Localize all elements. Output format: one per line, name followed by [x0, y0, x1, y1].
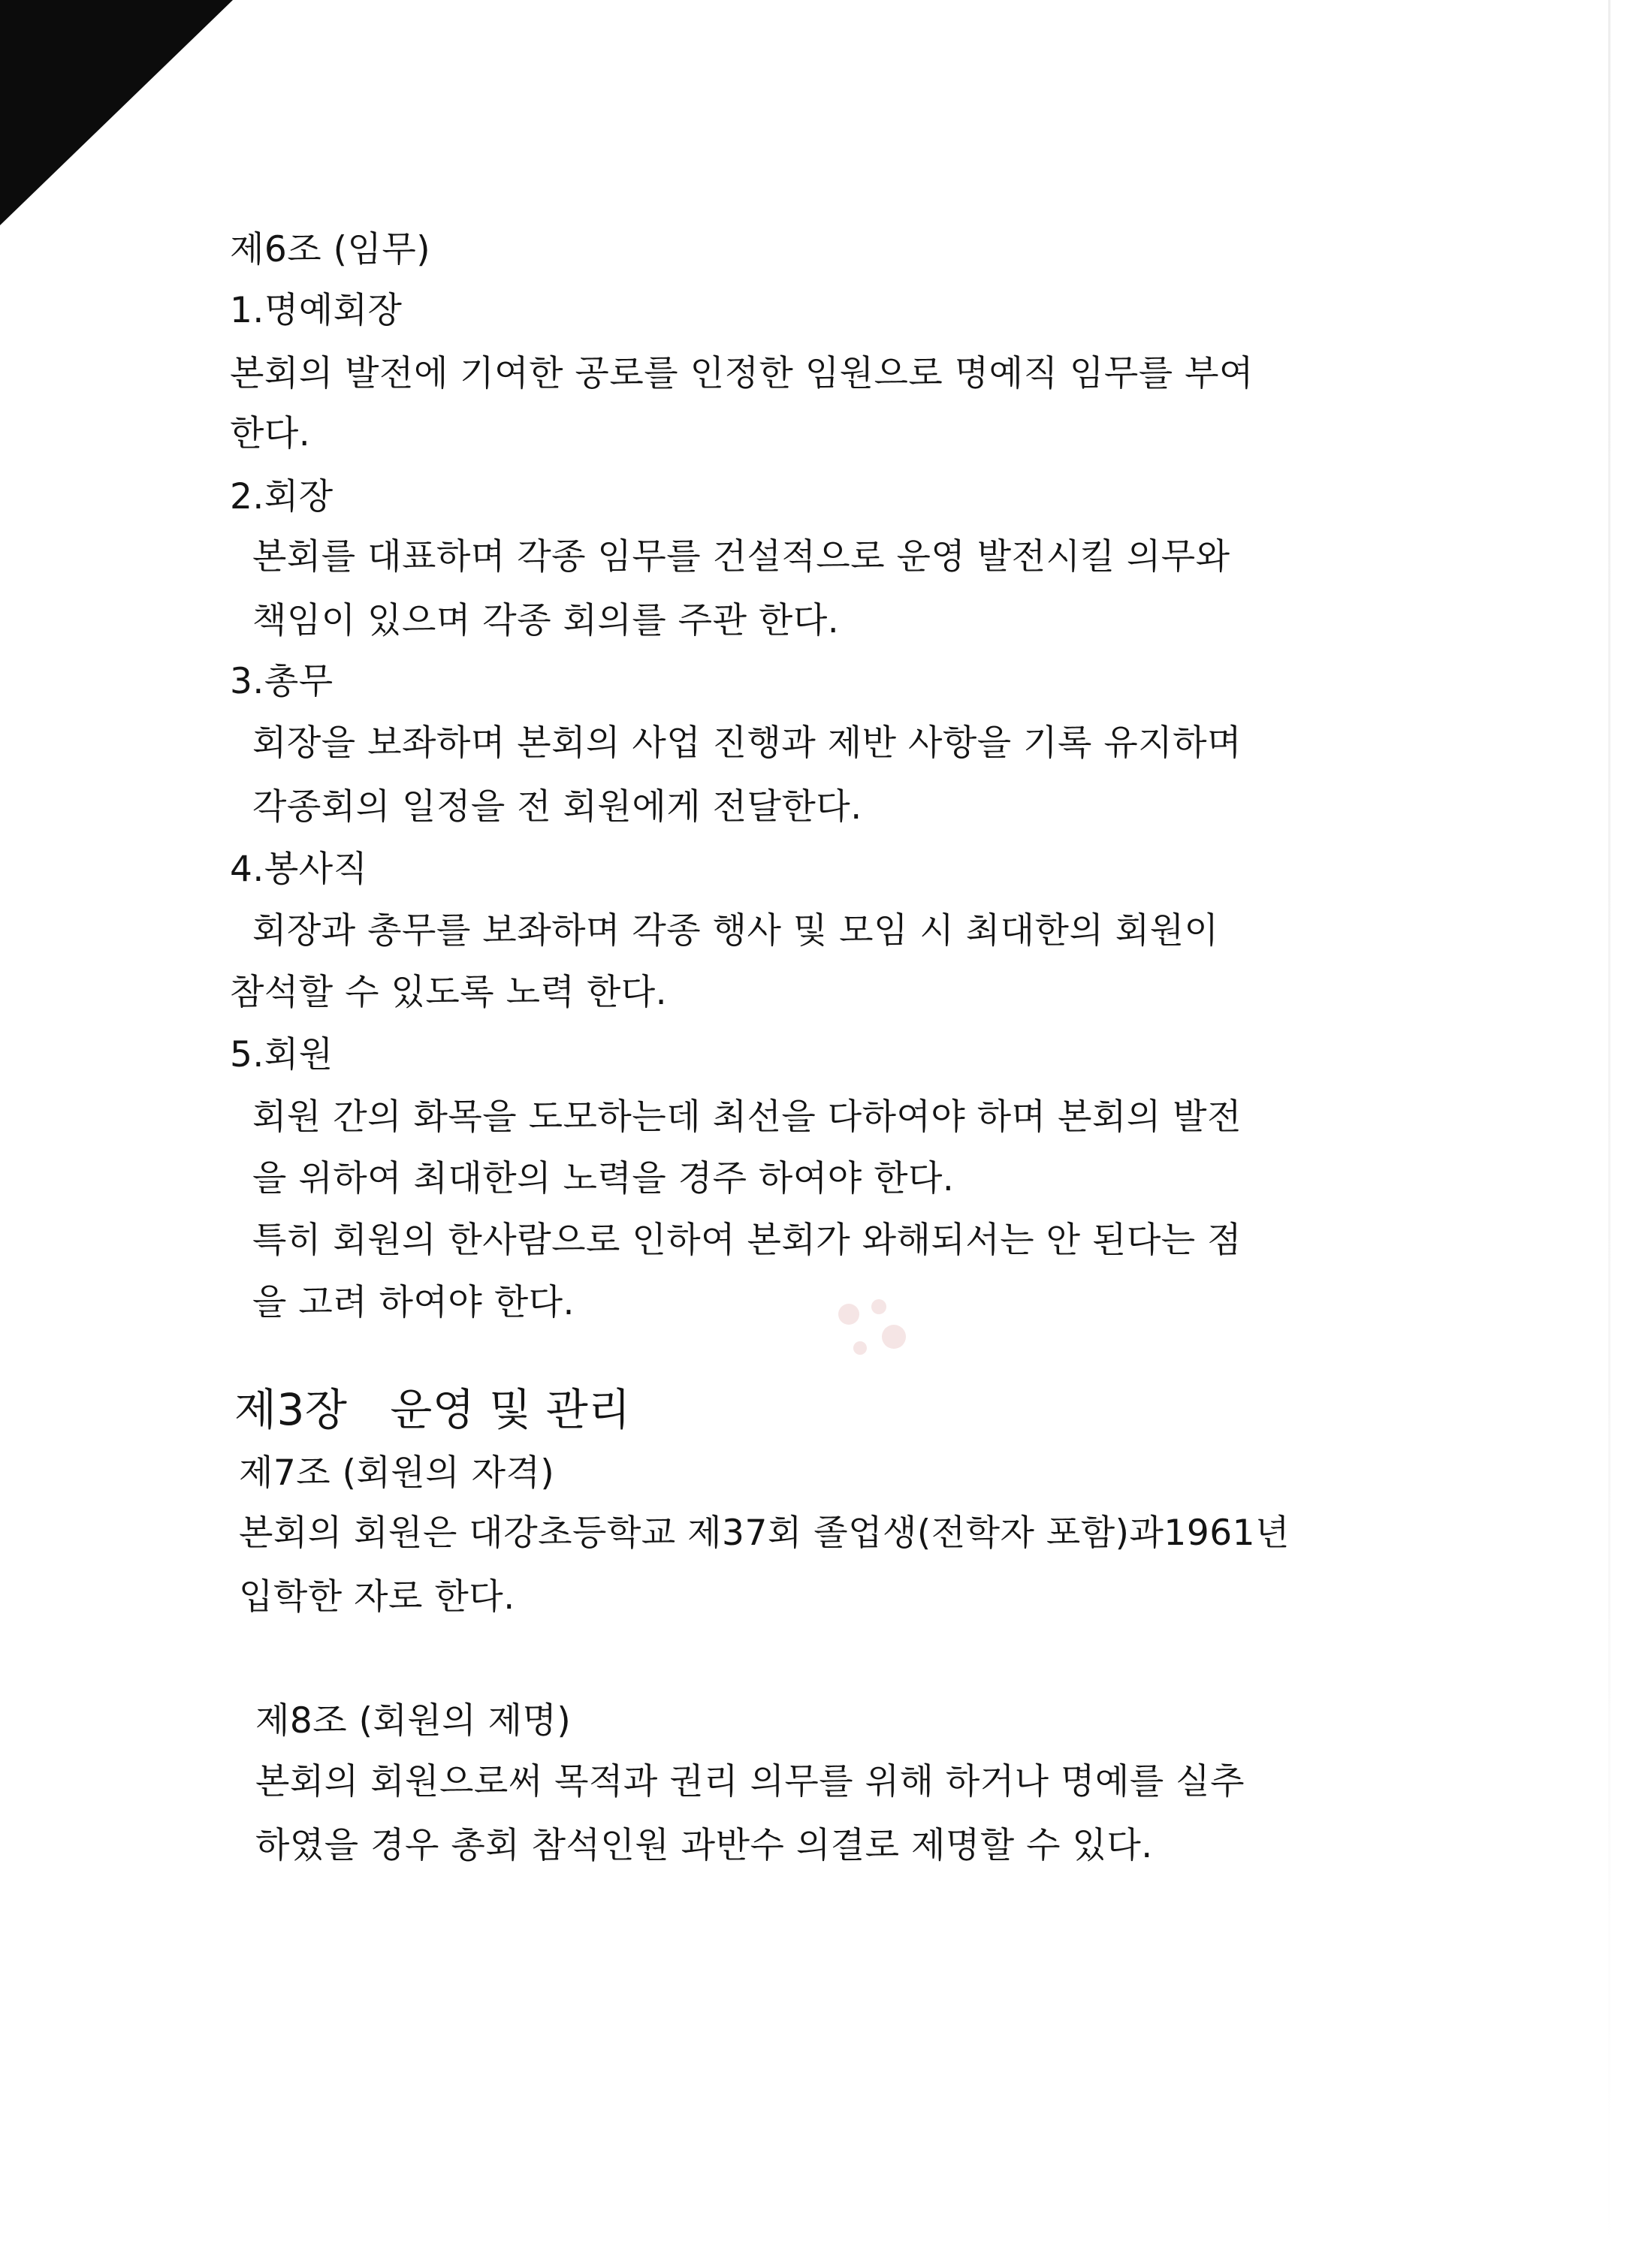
article7-line-1: 본회의 회원은 대강초등학교 제37회 졸업생(전학자 포함)과1961년: [239, 1513, 1290, 1554]
item4-line-1: 회장과 총무를 보좌하며 각종 행사 및 모임 시 최대한의 회원이: [252, 910, 1219, 952]
article8-heading: 제8조 (회원의 제명): [255, 1700, 572, 1742]
item1-line-2: 한다.: [230, 413, 311, 454]
item5-line-4: 을 고려 하여야 한다.: [252, 1282, 575, 1323]
item2-line-1: 본회를 대표하며 각종 임무를 건설적으로 운영 발전시킬 의무와: [252, 536, 1230, 578]
item5-line-1: 회원 간의 화목을 도모하는데 최선을 다하여야 하며 본회의 발전: [252, 1096, 1242, 1138]
article7-heading: 제7조 (회원의 자격): [239, 1452, 555, 1494]
item5-line-3: 특히 회원의 한사람으로 인하여 본회가 와해되서는 안 된다는 점: [252, 1220, 1242, 1261]
item3-line-2: 각종회의 일정을 전 회원에게 전달한다.: [252, 786, 862, 828]
item5-title: 5.회원: [230, 1034, 334, 1075]
article6-heading: 제6조 (임무): [230, 229, 431, 270]
item2-line-2: 책임이 있으며 각종 회의를 주관 한다.: [252, 600, 840, 641]
item1-line-1: [230, 351, 1398, 397]
item2-title: 2.회장: [230, 476, 334, 517]
article8-line-2: 하였을 경우 총회 참석인원 과반수 의결로 제명할 수 있다.: [255, 1825, 1153, 1866]
item4-title: 4.봉사직: [230, 849, 368, 890]
item3-line-1: 회장을 보좌하며 본회의 사업 진행과 제반 사항을 기록 유지하며: [252, 722, 1242, 764]
item1-title: 1.명예회장: [230, 290, 403, 331]
chapter3-heading: 제3장 운영 및 관리: [234, 1384, 631, 1435]
article8-line-1: 본회의 회원으로써 목적과 권리 의무를 위해 하거나 명예를 실추: [255, 1761, 1245, 1802]
item4-line-2: 참석할 수 있도록 노력 한다.: [230, 972, 668, 1013]
item1-line-1-text: 본회의 발전에 기여한 공로를 인정한 임원으로 명예직 임무를 부여: [230, 353, 1254, 394]
item5-line-2: 을 위하여 최대한의 노력을 경주 하여야 한다.: [252, 1158, 955, 1199]
item3-title: 3.총무: [230, 661, 334, 702]
article7-line-2: 입학한 자로 한다.: [239, 1576, 515, 1618]
